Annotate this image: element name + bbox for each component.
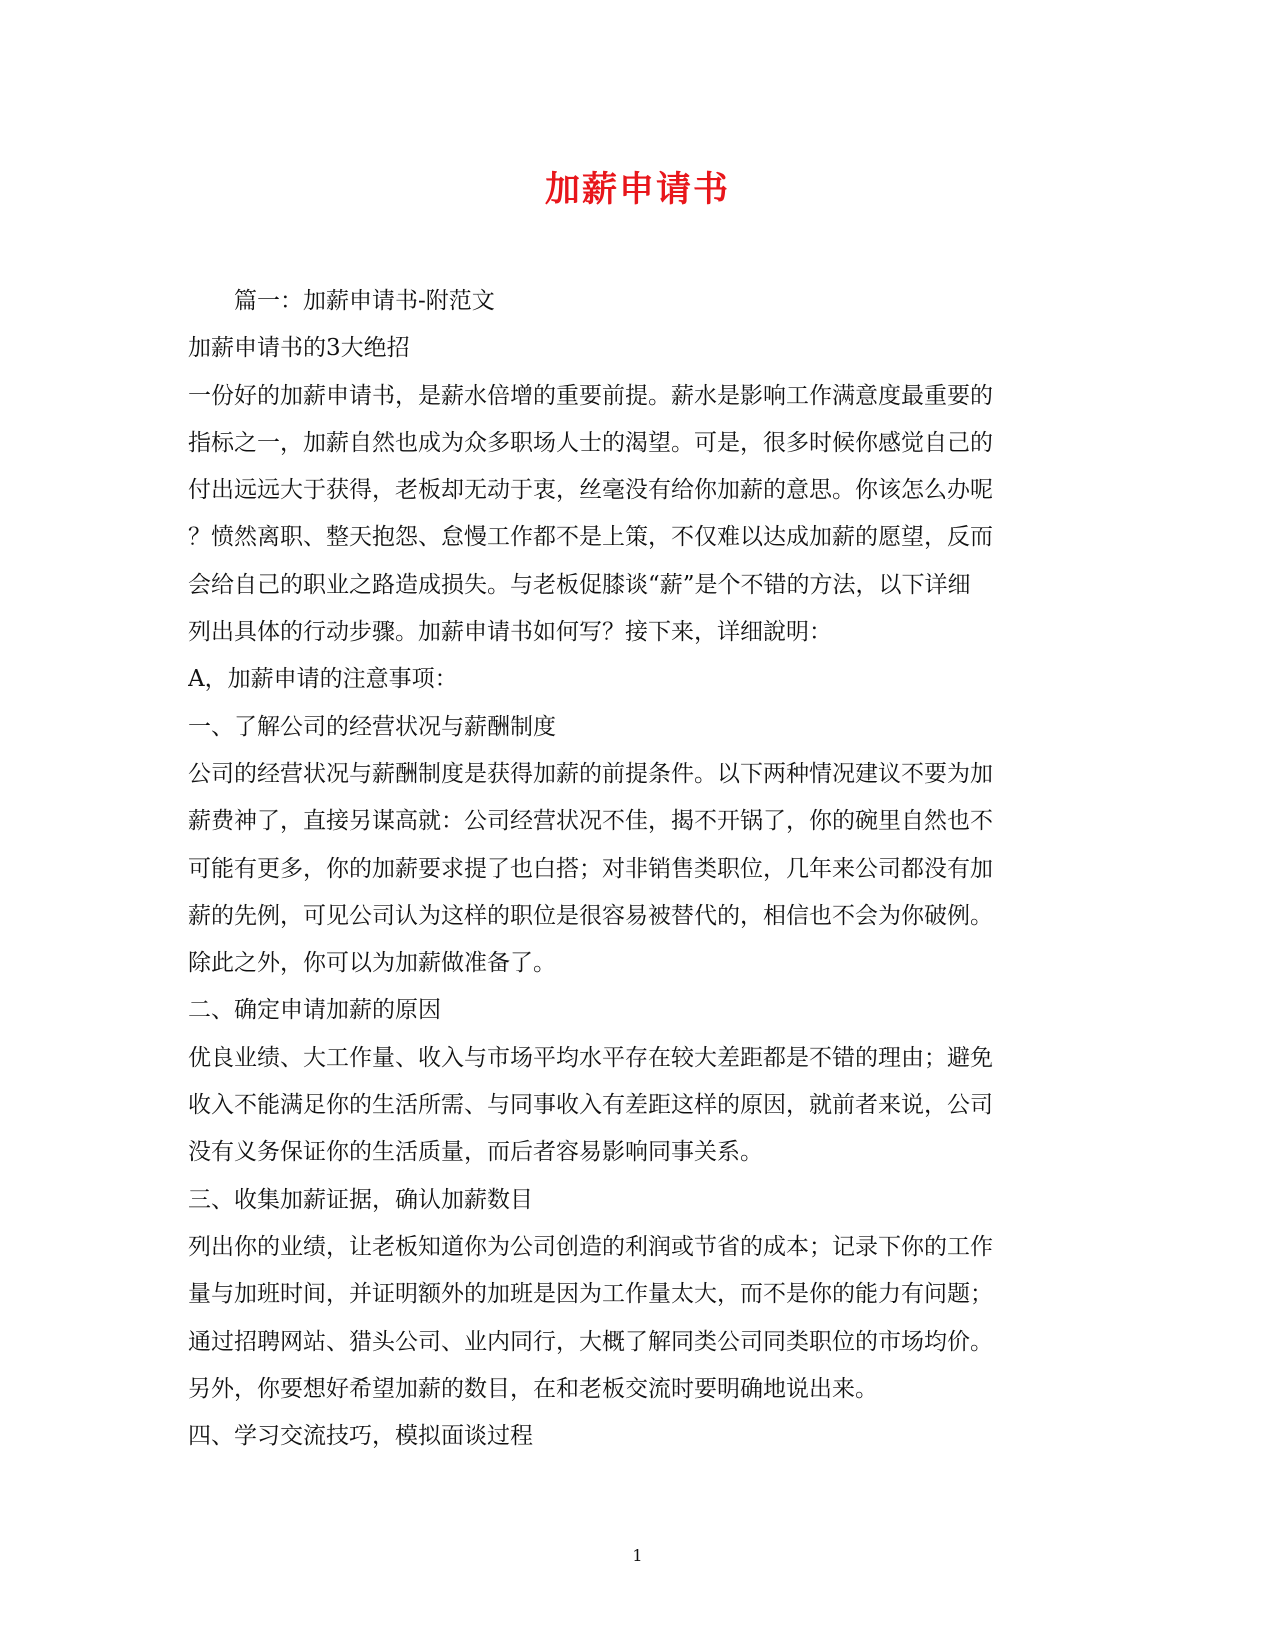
- paragraph-line: 没有义务保证你的生活质量，而后者容易影响同事关系。: [188, 1139, 763, 1166]
- paragraph-line: 薪费神了，直接另谋高就：公司经营状况不佳，揭不开锅了，你的碗里自然也不: [188, 808, 993, 835]
- paragraph-line: 一份好的加薪申请书，是薪水倍增的重要前提。薪水是影响工作满意度最重要的: [188, 382, 993, 409]
- subheading: 二、确定申请加薪的原因: [188, 997, 441, 1024]
- subheading: 四、学习交流技巧，模拟面谈过程: [188, 1423, 533, 1450]
- paragraph-line: 指标之一，加薪自然也成为众多职场人士的渴望。可是，很多时候你感觉自己的: [188, 429, 993, 456]
- document-body: [188, 278, 1088, 1460]
- paragraph-line: 量与加班时间，并证明额外的加班是因为工作量太大，而不是你的能力有问题；: [188, 1281, 993, 1308]
- subheading: 三、收集加薪证据，确认加薪数目: [188, 1186, 533, 1213]
- paragraph-line: 付出远远大于获得，老板却无动于衷，丝毫没有给你加薪的意思。你该怎么办呢: [188, 477, 993, 504]
- page-number: 1: [632, 1546, 643, 1565]
- paragraph-line: 薪的先例，可见公司认为这样的职位是很容易被替代的，相信也不会为你破例。: [188, 902, 993, 929]
- paragraph-line: 另外，你要想好希望加薪的数目，在和老板交流时要明确地说出来。: [188, 1375, 878, 1402]
- paragraph-line: 列出具体的行动步骤。加薪申请书如何写？接下来，详细說明：: [188, 619, 832, 646]
- paragraph-line: 优良业绩、大工作量、收入与市场平均水平存在较大差距都是不错的理由；避免: [188, 1044, 993, 1071]
- section-heading: 篇一：加薪申请书-附范文: [234, 288, 495, 314]
- subheading: 一、了解公司的经营状况与薪酬制度: [188, 713, 556, 740]
- subheading: 加薪申请书的3大绝招: [188, 335, 410, 362]
- paragraph-line: 可能有更多，你的加薪要求提了也白搭；对非销售类职位，几年来公司都没有加: [188, 855, 993, 882]
- paragraph-line: 通过招聘网站、猎头公司、业内同行，大概了解同类公司同类职位的市场均价。: [188, 1328, 993, 1355]
- document-title: 加薪申请书: [544, 169, 730, 210]
- paragraph-line: 除此之外，你可以为加薪做准备了。: [188, 950, 556, 977]
- subheading: A，加薪申请的注意事项：: [188, 666, 458, 693]
- paragraph-line: 会给自己的职业之路造成损失。与老板促膝谈“薪”是个不错的方法，以下详细: [188, 571, 971, 598]
- paragraph-line: 收入不能满足你的生活所需、与同事收入有差距这样的原因，就前者来说，公司: [188, 1092, 993, 1119]
- paragraph-line: ？愤然离职、整天抱怨、怠慢工作都不是上策，不仅难以达成加薪的愿望，反而: [188, 524, 993, 551]
- paragraph-line: 公司的经营状况与薪酬制度是获得加薪的前提条件。以下两种情况建议不要为加: [188, 760, 993, 787]
- paragraph-line: 列出你的业绩，让老板知道你为公司创造的利润或节省的成本；记录下你的工作: [188, 1233, 993, 1260]
